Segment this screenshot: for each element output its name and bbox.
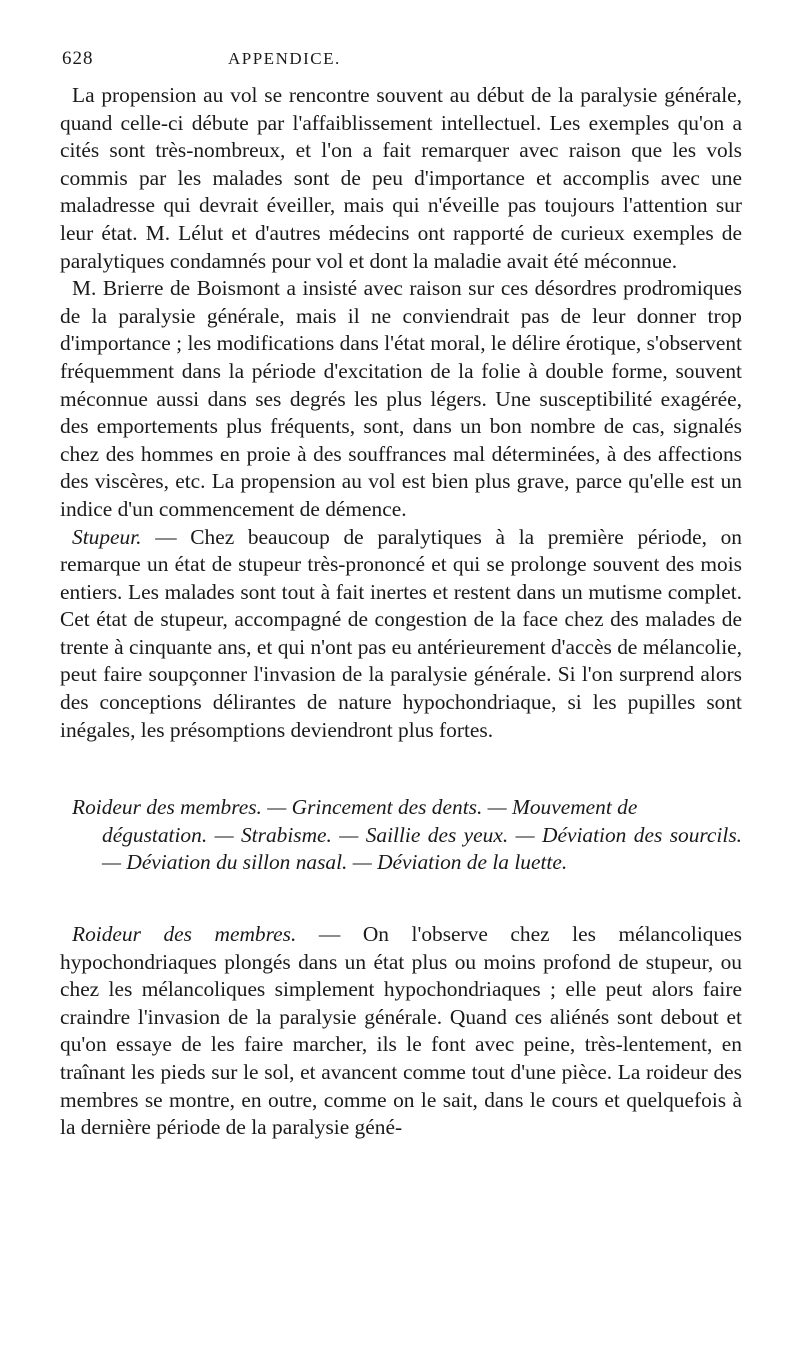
paragraph-brierre <box>60 275 742 523</box>
page-header <box>60 48 742 82</box>
run-in-heading: Stupeur. <box>72 524 142 549</box>
summary-line: Roideur des membres. — Grincement des dents. — Mouvement de <box>72 795 638 820</box>
summary-continuation: dégustation. — Strabisme. — Saillie des yeux. — Déviation des sourcils. — Déviation du sillon nasal. — Déviation de la luette. <box>102 822 742 875</box>
run-in-heading: Roideur des membres. <box>72 922 297 947</box>
running-head: APPENDICE. <box>228 49 341 68</box>
paragraph-roideur <box>60 921 742 1142</box>
paragraph-text: — Chez beaucoup de paralytiques à la première période, on remarque un état de stupeur très-prononcé et qui se prolonge souvent des mois entiers. Les malades sont tout à fait inertes et restent dans un mutisme complet. Cet état de stupeur, accompagné de congestion de la face chez des malades de trente à cinquante ans, et qui n'ont pas eu antérieurement d'accès de mélancolie, peut faire soupçonner l'invasion de la paralysie générale. Si l'on surprend alors des conceptions délirantes de nature hypochondriaque, si les pupilles sont inégales, les présomptions deviendront plus fortes. <box>60 524 742 742</box>
paragraph-text: La propension au vol se rencontre souvent au début de la paralysie générale, quand celle-ci débute par l'affaiblissement intellectuel. Les exemples qu'on a cités sont très-nombreux, et l'on a fait remarquer avec raison que les vols commis par les malades sont de peu d'importance et accomplis avec une maladresse qui devrait éveiller, mais qui n'éveille pas toujours l'attention sur leur état. M. Lélut et d'autres médecins ont rapporté de curieux exemples de paralytiques condamnés pour vol et dont la maladie avait été méconnue. <box>60 83 742 273</box>
paragraph-stupeur <box>60 524 742 745</box>
page-number: 628 <box>62 48 94 69</box>
section-summary <box>60 794 742 877</box>
paragraph-text: M. Brierre de Boismont a insisté avec raison sur ces désordres prodromiques de la paralysie générale, mais il ne conviendrait pas de leur donner trop d'importance ; les modifications dans l'état moral, le délire érotique, s'observent fréquemment dans la période d'excitation de la folie à double forme, souvent méconnue aussi dans ses degrés les plus légers. Une susceptibilité exagérée, des emportements plus fréquents, sont, dans un bon nombre de cas, signalés chez des hommes en proie à des souffrances mal déterminées, à des affections des viscères, etc. La propension au vol est bien plus grave, parce qu'elle est un indice d'un commencement de démence. <box>60 276 742 521</box>
paragraph-text: — On l'observe chez les mélancoliques hypochondriaques plongés dans un état plus ou moins profond de stupeur, ou chez les mélancoliques simplement hypochondriaques ; elle peut alors faire craindre l'invasion de la paralysie générale. Quand ces aliénés sont debout et qu'on essaye de les faire marcher, ils le font avec peine, très-lentement, en traînant les pieds sur le sol, et avancent comme tout d'une pièce. La roideur des membres se montre, en outre, comme on le sait, dans le cours et quelquefois à la dernière période de la paralysie géné- <box>60 922 742 1140</box>
paragraph-vol <box>60 82 742 275</box>
